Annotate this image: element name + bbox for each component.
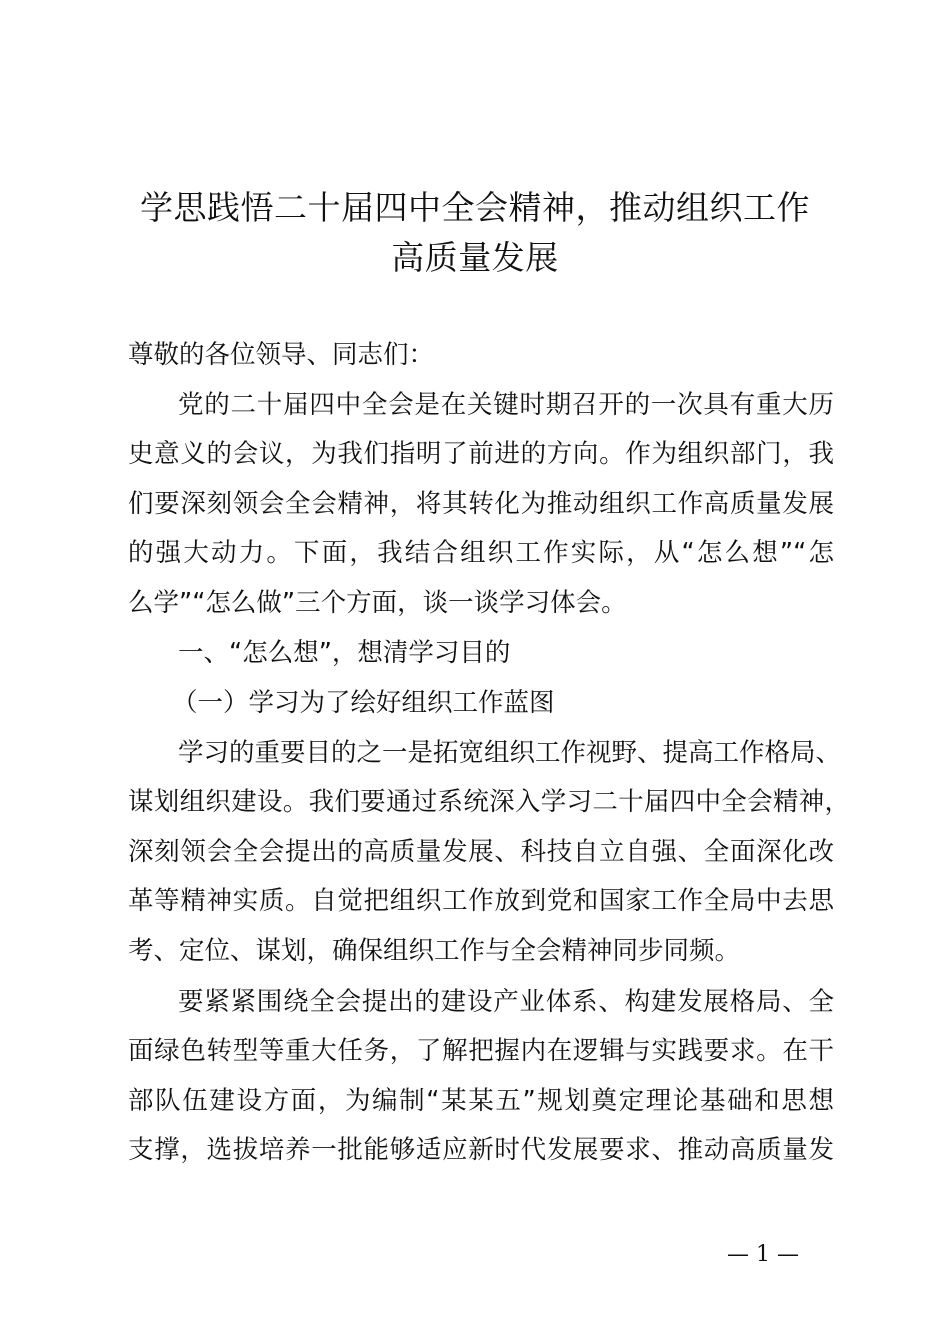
- body-line: 深刻领会全会提出的高质量发展、科技自立自强、全面深化改: [128, 837, 834, 867]
- document-title-line-2: 高质量发展: [391, 238, 559, 277]
- body-line: 部队伍建设方面，为编制“某某五”规划奠定理论基础和思想: [128, 1086, 834, 1116]
- page-number: — 1 —: [727, 1242, 799, 1267]
- body-line: 们要深刻领会全会精神，将其转化为推动组织工作高质量发展: [128, 489, 834, 519]
- body-line: 面绿色转型等重大任务，了解把握内在逻辑与实践要求。在干: [128, 1036, 834, 1066]
- salutation: 尊敬的各位领导、同志们：: [128, 340, 435, 370]
- body-line: 谋划组织建设。我们要通过系统深入学习二十届四中全会精神，: [128, 787, 850, 817]
- body-line: 革等精神实质。自觉把组织工作放到党和国家工作全局中去思: [128, 886, 834, 916]
- body-line: 学习的重要目的之一是拓宽组织工作视野、提高工作格局、: [178, 738, 842, 768]
- body-line: 考、定位、谋划，确保组织工作与全会精神同步同频。: [128, 936, 741, 966]
- document-title-line-1: 学思践悟二十届四中全会精神，推动组织工作: [140, 188, 810, 227]
- body-line: 么学”“怎么做”三个方面，谈一谈学习体会。: [128, 588, 627, 618]
- body-line: 的强大动力。下面，我结合组织工作实际，从“怎么想”“怎: [128, 538, 834, 568]
- body-line: 党的二十届四中全会是在关键时期召开的一次具有重大历: [178, 390, 834, 420]
- body-line: 要紧紧围绕全会提出的建设产业体系、构建发展格局、全: [178, 987, 834, 1017]
- subsection-heading: （一）学习为了绘好组织工作蓝图: [172, 688, 555, 718]
- body-line: 史意义的会议，为我们指明了前进的方向。作为组织部门，我: [128, 439, 834, 469]
- section-heading: 一、“怎么想”，想清学习目的: [178, 638, 511, 668]
- body-line: 支撑，选拔培养一批能够适应新时代发展要求、推动高质量发: [128, 1135, 834, 1165]
